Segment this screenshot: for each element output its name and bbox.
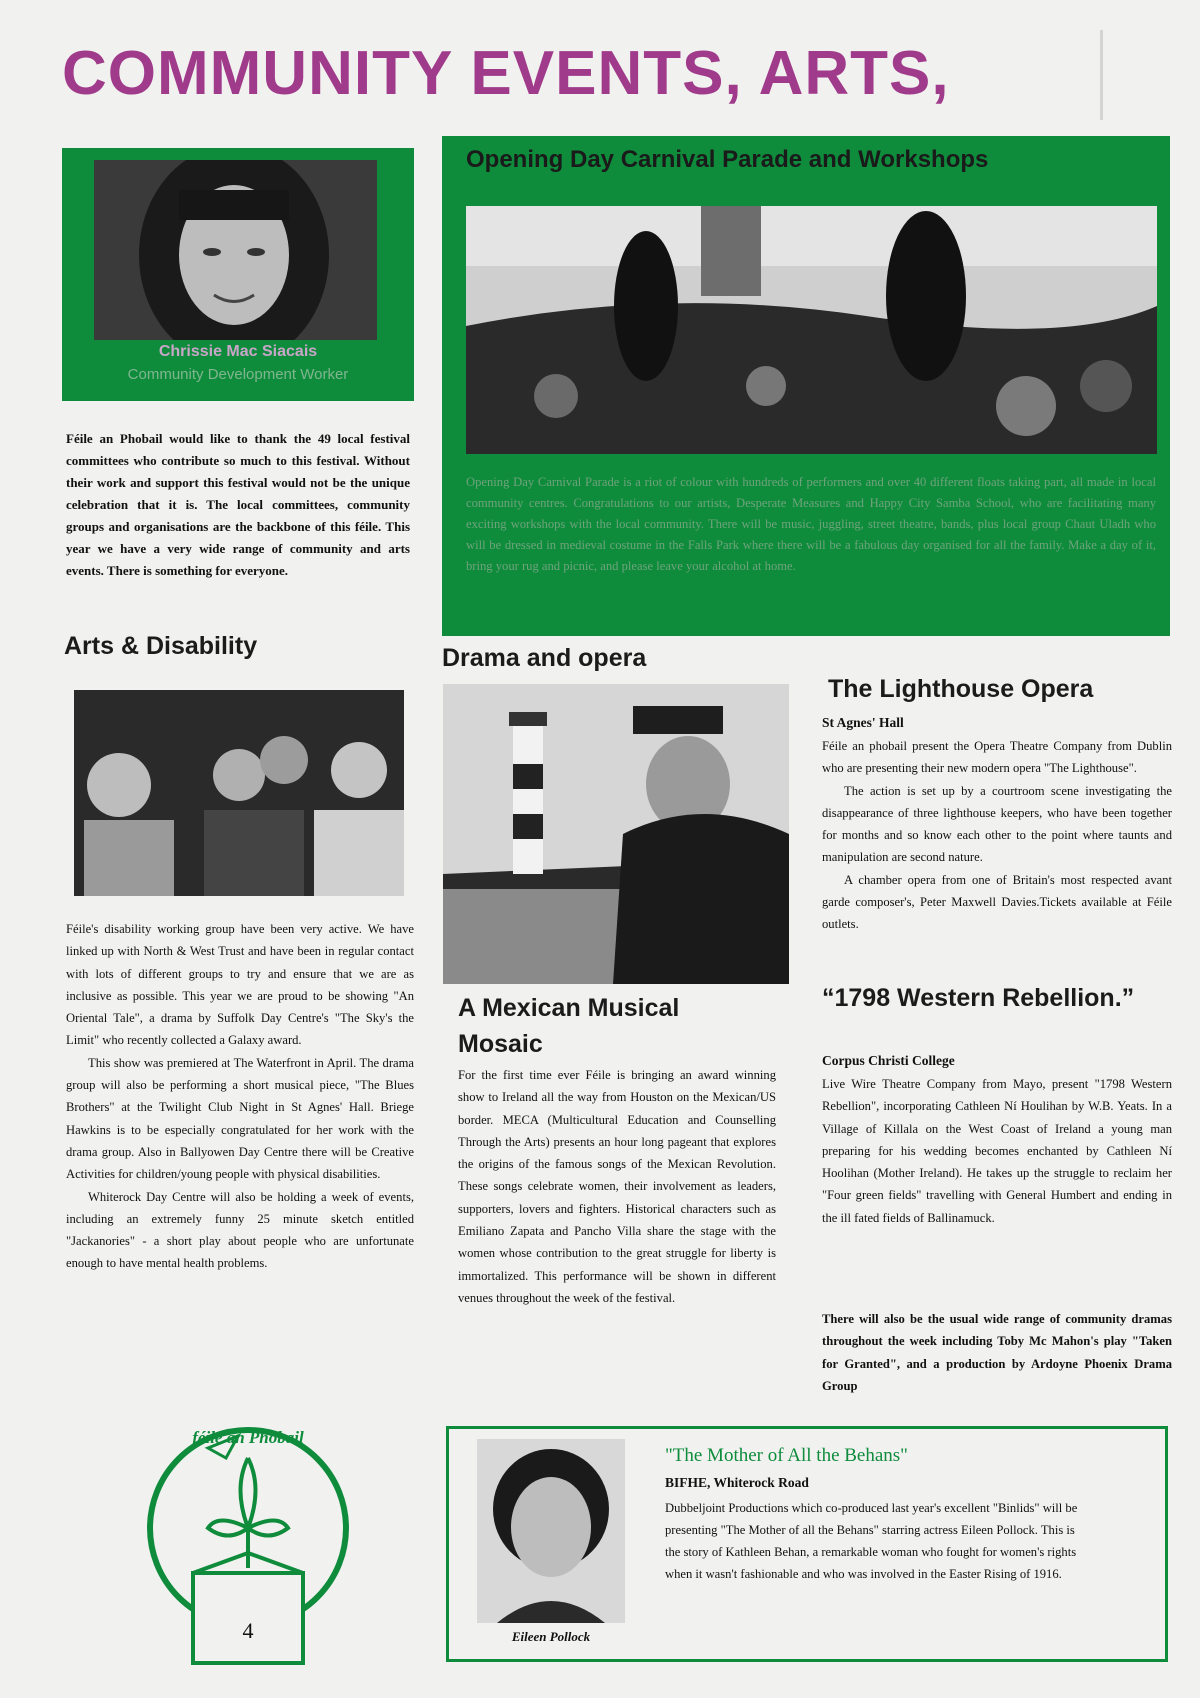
lighthouse-venue: St Agnes' Hall xyxy=(822,715,904,730)
behans-venue: BIFHE, Whiterock Road xyxy=(665,1475,809,1490)
behans-box xyxy=(446,1426,1168,1662)
disability-paragraph-2: This show was premiered at The Waterfront in April. The drama group will also be performing a short musical piece, "The Blues Brothers" at the Twilight Club Night in St Agnes' Hall. Briege Hawkins is to be especially congratulated for her work with the drama group. Also in Ballyowen Day Centre there will be Creative Activities for children/young people with physical disabilities. xyxy=(66,1055,414,1182)
lighthouse-text xyxy=(822,735,1172,936)
bleed-through-decoration xyxy=(1100,30,1163,120)
disability-illustration xyxy=(74,690,404,896)
profile-name: Chrissie Mac Siacais xyxy=(158,343,318,360)
disability-paragraph-1: Féile's disability working group have been very active. We have linked up with North & West Trust and have been in regular contact with lots of different groups to try and ensure that we are as inclusive as possible. This year we are proud to be showing "An Oriental Tale", a drama by Suffolk Day Centre's "The Sky's the Limit" who recently collected a Galaxy award. xyxy=(66,922,414,1048)
profile-box xyxy=(62,148,414,401)
parade-illustration xyxy=(466,206,1157,454)
behans-title: "The Mother of All the Behans" xyxy=(665,1445,908,1466)
portrait-illustration xyxy=(94,160,377,340)
eileen-illustration xyxy=(477,1439,625,1623)
rebellion-note: There will also be the usual wide range of community dramas throughout the week including Toby Mc Mahon's play "Taken for Granted", and a production by Ardoyne Phoenix Drama Group xyxy=(822,1312,1172,1393)
profile-role: Community Development Worker xyxy=(127,366,349,383)
parade-photo xyxy=(466,206,1157,454)
intro-text: Féile an Phobail would like to thank the 49 local festival committees who contribute so much to this festival. Without their work and support this festival would not be the unique celebration that it is. The local committees, community groups and organisations are the backbone of this féile. This year we have a very wide range of community and arts events. There is something for everyone. xyxy=(66,431,410,578)
lighthouse-paragraph-1: Féile an phobail present the Opera Theatre Company from Dublin who are presenting their new modern opera "The Lighthouse". xyxy=(822,739,1172,776)
parade-text: Opening Day Carnival Parade is a riot of colour with hundreds of performers and over 40 different floats taking part, all made in local community centres. Congratulations to our artists, Desperate Measures and Happy City Samba School, who are facilitating many exciting workshops with the local community. There will be music, juggling, street theatre, bands, plus local group Chaut Uladh who will be dressed in medieval costume in the Falls Park where there will be a fabulous day organised for all the family. Make a day of it, bring your rug and picnic, and please leave your alcohol at home. xyxy=(466,475,1156,573)
lighthouse-paragraph-2: The action is set up by a courtroom scene investigating the disappearance of three lighthouse keepers, who have been together for months and so know each other to the point where taunts and manipulation are second nature. xyxy=(822,783,1172,865)
disability-title: Arts & Disability xyxy=(64,632,258,660)
logo-text: féile an Phobail xyxy=(192,1428,304,1447)
eileen-photo xyxy=(477,1439,625,1623)
page-number: 4 xyxy=(242,1618,254,1643)
disability-text xyxy=(66,918,414,1275)
mexican-text: For the first time ever Féile is bringing an award winning show to Ireland all the way from Houston on the Mexican/US border. MECA (Multicultural Education and Counselling Through the Arts) presents an hour long pageant that explores the origins of the famous songs of the Mexican Revolution. These songs celebrate women, their involvement as leaders, supporters, lovers and fighters. Historical characters such as Emiliano Zapata and Pancho Villa share the stage with the women whose contribution to the great struggle for liberty is immortalized. This performance will be shown in different venues throughout the week of the festival. xyxy=(458,1068,776,1305)
behans-text: Dubbeljoint Productions which co-produced last year's excellent "Binlids" will be presenting "The Mother of all the Behans" starring actress Eileen Pollock. This is the story of Kathleen Behan, a remarkable woman who fought for women's rights when it wasn't fashionable and who was involved in the Easter Rising of 1916. xyxy=(665,1501,1078,1581)
rebellion-title: “1798 Western Rebellion.” xyxy=(822,984,1135,1012)
page-title: COMMUNITY EVENTS, ARTS, xyxy=(62,39,950,108)
profile-photo xyxy=(94,160,377,340)
lighthouse-title: The Lighthouse Opera xyxy=(828,675,1094,703)
mexican-title: A Mexican Musical Mosaic xyxy=(458,994,680,1058)
lighthouse-illustration xyxy=(443,684,789,984)
rebellion-venue: Corpus Christi College xyxy=(822,1053,955,1068)
rebellion-text: Live Wire Theatre Company from Mayo, present "1798 Western Rebellion", incorporating Cathleen Ní Houlihan by W.B. Yeats. In a Village of Killala on the West Coast of Ireland a young man preparing for his wedding becomes enchanted by Cathleen Ní Hoolihan (Mother Ireland). He takes up the struggle to reclaim her "Four green fields" travelling with General Humbert and ending in the ill fated fields of Ballinamuck. xyxy=(822,1077,1172,1225)
lighthouse-paragraph-3: A chamber opera from one of Britain's most respected avant garde composer's, Peter Maxwell Davies.Tickets available at Féile outlets. xyxy=(822,872,1172,932)
disability-paragraph-3: Whiterock Day Centre will also be holding a week of events, including an extremely funny 25 minute sketch entitled "Jackanories" - a short play about people who are unfortunate enough to have mental health problems. xyxy=(66,1189,414,1271)
parade-title: Opening Day Carnival Parade and Workshops xyxy=(466,146,989,173)
drama-title: Drama and opera xyxy=(442,644,647,672)
eileen-caption: Eileen Pollock xyxy=(511,1629,591,1644)
lighthouse-photo xyxy=(443,684,789,984)
parade-box xyxy=(442,136,1170,636)
feile-logo xyxy=(138,1418,358,1668)
disability-photo xyxy=(74,690,404,896)
